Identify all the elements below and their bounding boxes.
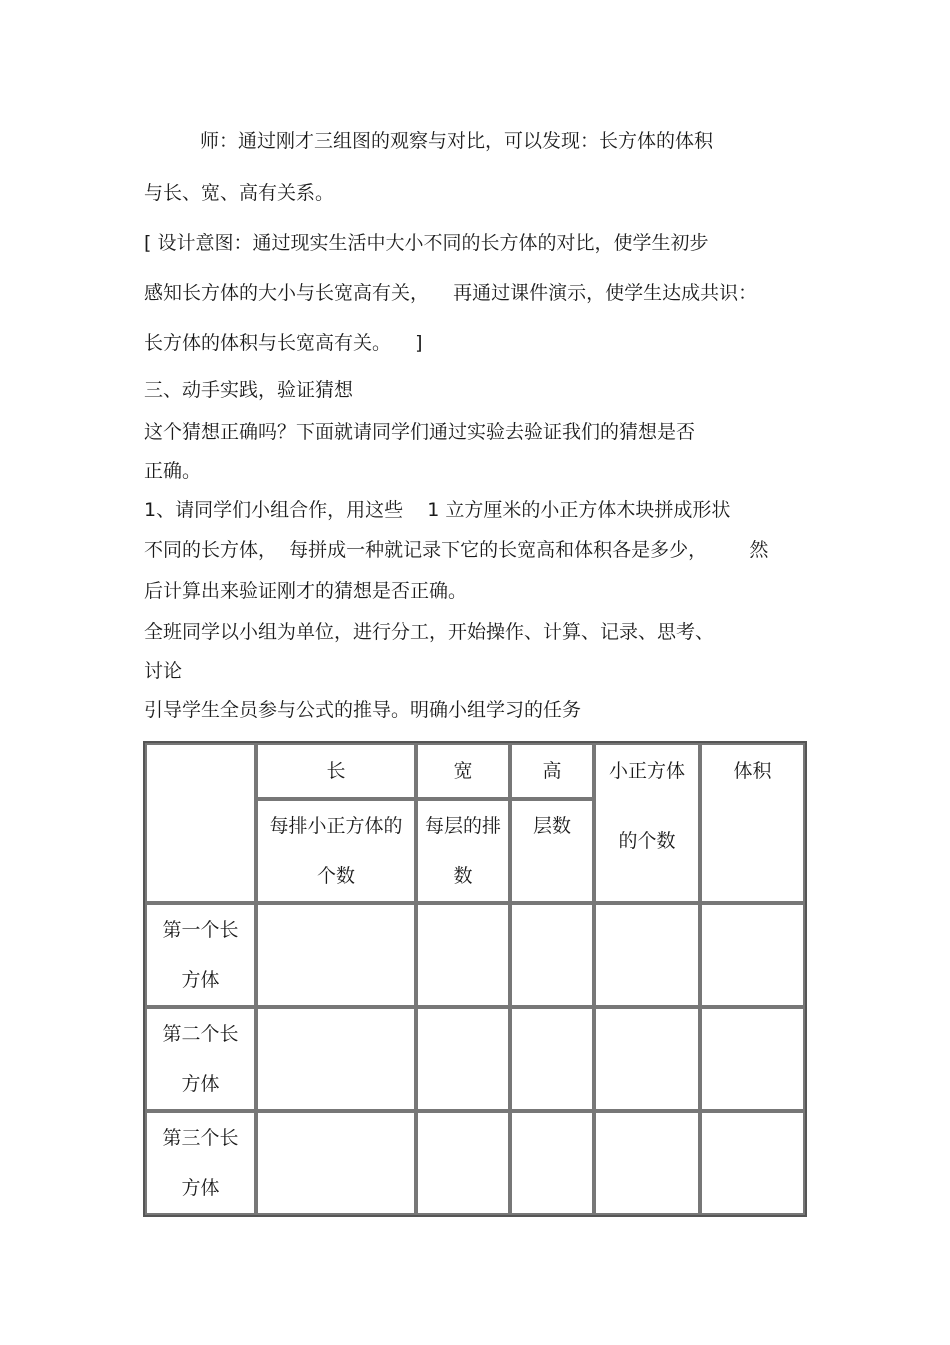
paragraph-line: 引导学生全员参与公式的推导。明确小组学习的任务 <box>144 699 582 721</box>
paragraph-line: 后计算出来验证刚才的猜想是否正确。 <box>144 580 468 602</box>
header-volume: 体积 <box>700 743 805 903</box>
table-cell <box>510 1111 594 1215</box>
row-label-3: 第三个长 方体 <box>145 1111 256 1215</box>
paragraph-line: 正确。 <box>144 460 202 482</box>
subheader-width-line1: 每层的排 <box>424 815 501 837</box>
subheader-width-line2: 数 <box>453 865 473 887</box>
table-cell <box>594 1007 700 1111</box>
paragraph-line: 师：通过刚才三组图的观察与对比，可以发现：长方体的体积 <box>200 130 714 152</box>
paragraph-line: 长方体的体积与长宽高有关。 ] <box>144 332 423 354</box>
table-cell <box>416 1007 510 1111</box>
paragraph-line: 与长、宽、高有关系。 <box>144 182 335 204</box>
row-label-2: 第二个长 方体 <box>145 1007 256 1111</box>
subheader-length-line1: 每排小正方体的 <box>269 815 403 837</box>
header-cube-count <box>594 743 700 903</box>
subheader-width <box>416 799 510 903</box>
table-cell <box>510 903 594 1007</box>
corner-cell <box>145 743 256 903</box>
table-cell <box>700 1007 805 1111</box>
table-cell <box>256 1007 416 1111</box>
table-cell <box>510 1007 594 1111</box>
paragraph-line: 全班同学以小组为单位，进行分工，开始操作、计算、记录、思考、 <box>144 621 715 643</box>
table-cell <box>416 1111 510 1215</box>
paragraph-line: [ 设计意图：通过现实生活中大小不同的长方体的对比，使学生初步 <box>144 232 709 254</box>
subheader-length <box>256 799 416 903</box>
paragraph-line: 不同的长方体， 每拼成一种就记录下它的长宽高和体积各是多少， 然 <box>144 539 769 561</box>
header-length: 长 <box>256 743 416 799</box>
header-cube-count-line2: 的个数 <box>618 830 676 852</box>
row-label-1: 第一个长 方体 <box>145 903 256 1007</box>
paragraph-line: 1、请同学们小组合作，用这些 1 立方厘米的小正方体木块拼成形状 <box>144 499 731 521</box>
header-width: 宽 <box>416 743 510 799</box>
record-table <box>143 741 807 1217</box>
header-cube-count-line1: 小正方体 <box>608 760 685 782</box>
paragraph-line: 感知长方体的大小与长宽高有关， 再通过课件演示，使学生达成共识： <box>144 282 758 304</box>
table-cell <box>594 903 700 1007</box>
subheader-height: 层数 <box>510 799 594 903</box>
table-cell <box>256 903 416 1007</box>
section-heading: 三、动手实践，验证猜想 <box>144 379 354 401</box>
table-cell <box>256 1111 416 1215</box>
subheader-length-line2: 个数 <box>316 865 355 887</box>
table-cell <box>416 903 510 1007</box>
table-cell <box>700 1111 805 1215</box>
paragraph-line: 这个猜想正确吗？下面就请同学们通过实验去验证我们的猜想是否 <box>144 421 696 443</box>
table-cell <box>594 1111 700 1215</box>
header-height: 高 <box>510 743 594 799</box>
table-cell <box>700 903 805 1007</box>
paragraph-line: 讨论 <box>144 660 183 682</box>
